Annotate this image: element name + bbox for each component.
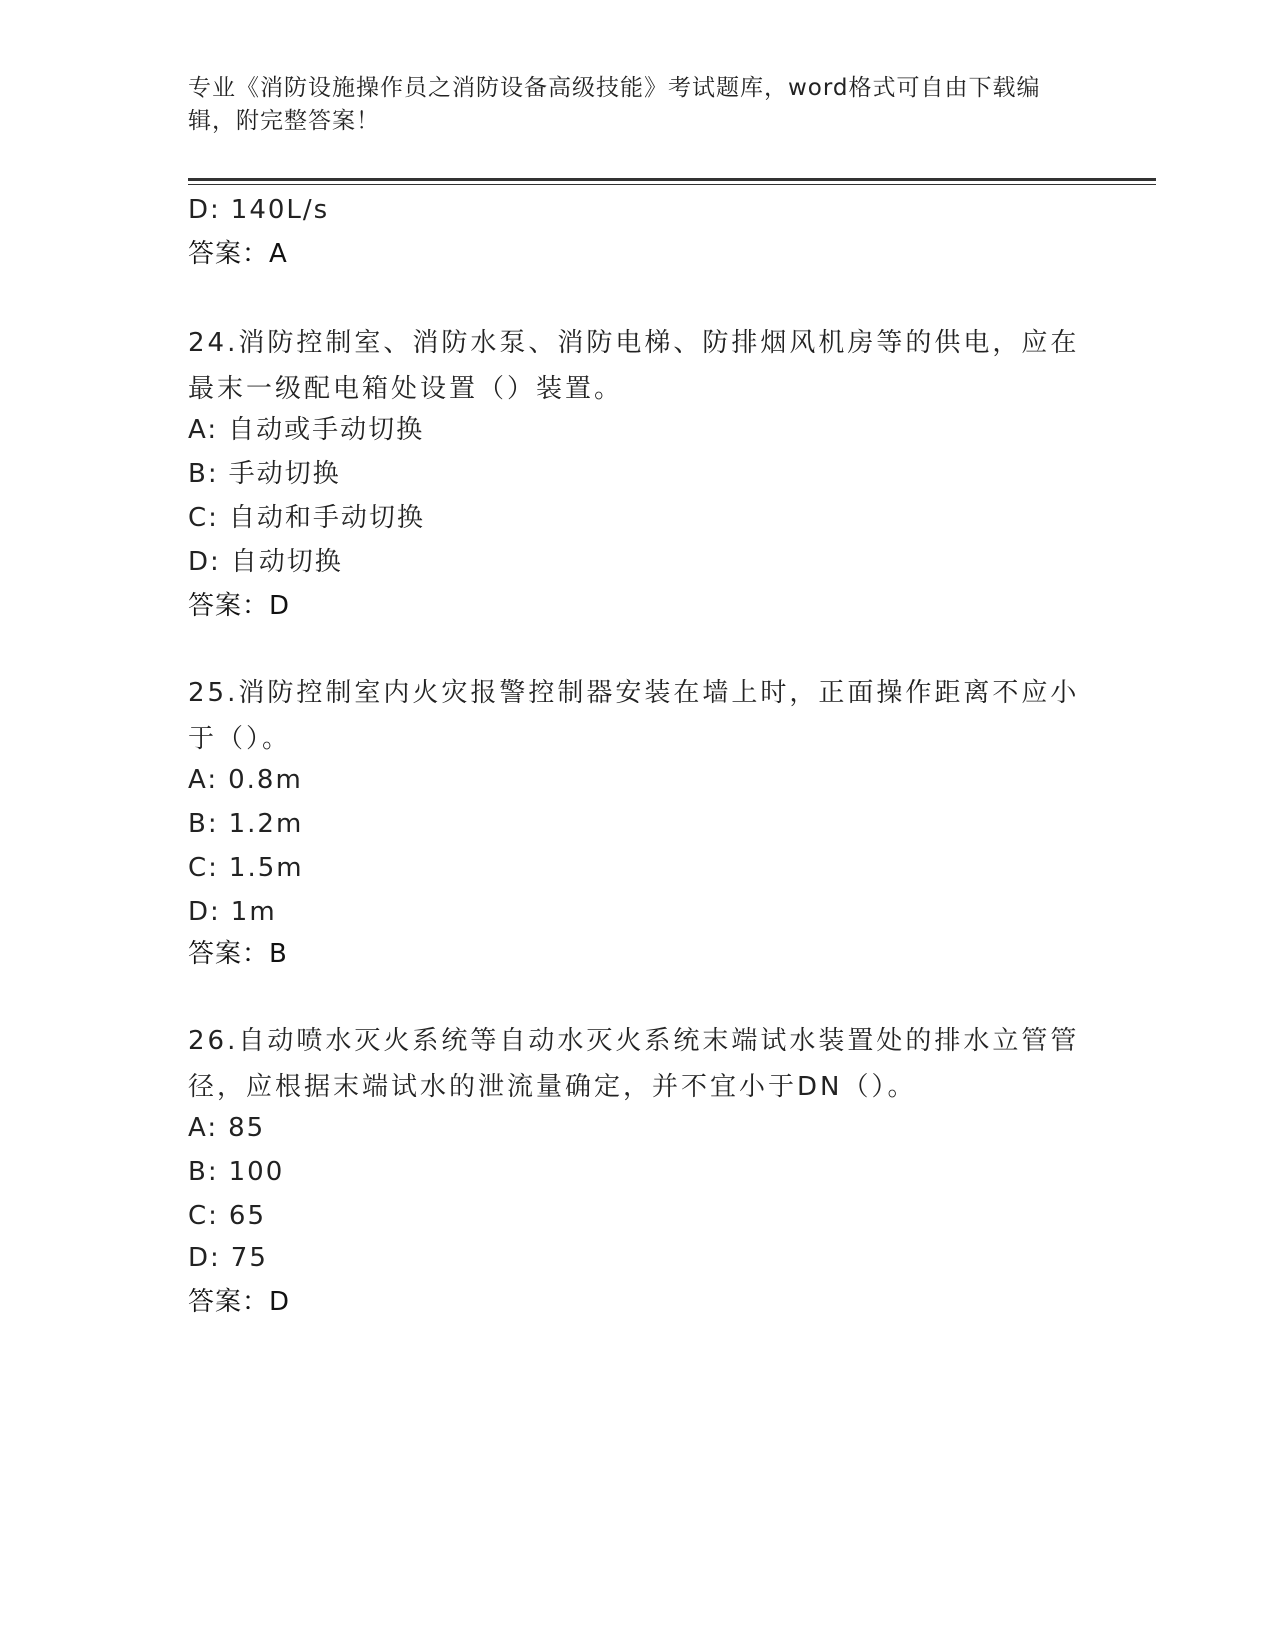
option-text: 140L/s <box>230 195 330 225</box>
option-label: D: <box>188 547 221 577</box>
option-label: B: <box>188 459 219 489</box>
option-text: 0.8m <box>228 765 303 795</box>
question-25-option-a <box>188 760 303 800</box>
option-text: 1.2m <box>228 809 304 839</box>
question-24-stem: 24.消防控制室、消防水泵、消防电梯、防排烟风机房等的供电，应在最末一级配电箱处设置（）装置。 <box>188 328 1080 404</box>
option-text: 手动切换 <box>228 459 341 489</box>
option-text: 65 <box>228 1201 267 1231</box>
option-label: C: <box>188 853 219 883</box>
header-divider-thin <box>188 184 1156 185</box>
question-24-option-d <box>188 542 343 582</box>
prev-option-d <box>188 190 329 230</box>
question-24-option-c <box>188 498 425 538</box>
option-label: D: <box>188 897 221 927</box>
option-label: A: <box>188 765 219 795</box>
option-label: B: <box>188 809 219 839</box>
prev-answer: 答案：A <box>188 239 288 269</box>
option-text: 1.5m <box>228 853 304 883</box>
header-divider-thick <box>188 178 1156 181</box>
option-label: D: <box>188 195 221 225</box>
option-label: B: <box>188 1157 219 1187</box>
option-label: C: <box>188 503 219 533</box>
question-26-option-b <box>188 1152 284 1192</box>
question-26-option-a <box>188 1108 265 1148</box>
question-26-stem: 26.自动喷水灭火系统等自动水灭火系统末端试水装置处的排水立管管径，应根据末端试水的泄流量确定，并不宜小于DN（）。 <box>188 1026 1080 1102</box>
question-25-answer: 答案：B <box>188 939 288 969</box>
option-text: 75 <box>230 1243 268 1273</box>
question-26-answer: 答案：D <box>188 1287 291 1317</box>
option-text: 自动切换 <box>230 547 343 577</box>
question-24-option-a <box>188 410 424 450</box>
question-25-stem: 25.消防控制室内火灾报警控制器安装在墙上时，正面操作距离不应小于（）。 <box>188 678 1080 754</box>
option-label: A: <box>188 415 219 445</box>
question-25-option-c <box>188 848 304 888</box>
option-label: A: <box>188 1113 219 1143</box>
option-label: C: <box>188 1201 219 1231</box>
option-text: 85 <box>228 1113 266 1143</box>
option-text: 1m <box>230 897 277 927</box>
question-25-option-b <box>188 804 303 844</box>
question-26-option-d <box>188 1238 268 1278</box>
option-text: 自动或手动切换 <box>228 415 425 445</box>
question-25-option-d <box>188 892 277 932</box>
document-header: 专业《消防设施操作员之消防设备高级技能》考试题库，word格式可自由下载编辑，附完整答案！ <box>188 75 1041 134</box>
question-26-option-c <box>188 1196 266 1236</box>
option-label: D: <box>188 1243 221 1273</box>
option-text: 100 <box>228 1157 285 1187</box>
question-24-answer: 答案：D <box>188 591 291 621</box>
question-24-option-b <box>188 454 341 494</box>
option-text: 自动和手动切换 <box>228 503 425 533</box>
